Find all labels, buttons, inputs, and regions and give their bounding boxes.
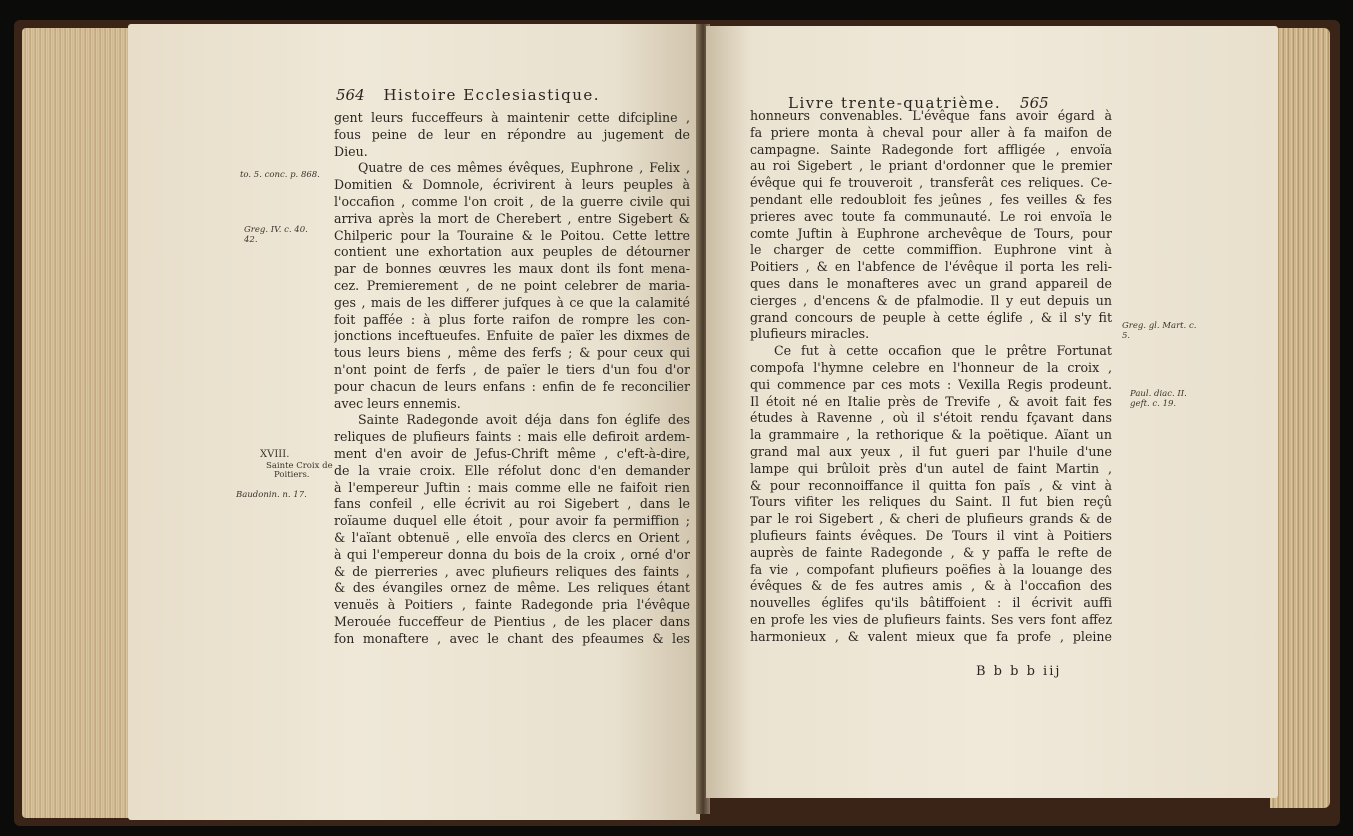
text-line: Il étoit né en Italie près de Trevife , & avoit fait fes: [750, 393, 1112, 409]
text-line: par de bonnes œuvres les maux dont ils font mena-: [334, 261, 690, 277]
text-line: pendant elle redoubloit fes jeûnes , fes veilles & fes: [750, 191, 1112, 207]
text-line: à l'empereur Juftin : mais comme elle ne faifoit rien: [334, 479, 690, 495]
text-line: Merouée fucceffeur de Pientius , de les placer dans: [334, 613, 690, 629]
text-line: & pour reconnoiffance il quitta fon païs , & vint à: [750, 477, 1112, 493]
text-line: venuës à Poitiers , fainte Radegonde pria l'évêque: [334, 597, 690, 613]
right-page: [706, 26, 1278, 798]
text-line: & des évangiles ornez de même. Les reliques étant: [334, 580, 690, 596]
text-line: grand concours de peuple à cette églife , & il s'y fit: [750, 309, 1112, 325]
text-line: par le roi Sigebert , & cheri de plufieurs grands & de: [750, 511, 1112, 527]
text-line: au roi Sigebert , le priant d'ordonner que le premier: [750, 158, 1112, 174]
margin-note: Greg. IV. c. 40.: [244, 225, 308, 235]
text-line: plufieurs miracles.: [750, 326, 870, 342]
right-page-number: 565: [1020, 94, 1049, 112]
text-line: Chilperic pour la Touraine & le Poitou. Cette lettre: [334, 227, 690, 243]
text-line: fa vie , compofant plufieurs poëfies à la louange des: [750, 561, 1112, 577]
text-line: études à Ravenne , où il s'étoit rendu fçavant dans: [750, 410, 1112, 426]
margin-note: Baudonin. n. 17.: [236, 490, 307, 500]
text-line: avec leurs ennemis.: [334, 395, 461, 411]
text-line: roïaume duquel elle étoit , pour avoir fa permiffion ;: [334, 513, 690, 529]
text-line: ges , mais de les differer jufques à ce que la calamité: [334, 294, 690, 310]
text-line: fans confeil , elle écrivit au roi Sigebert , dans le: [334, 496, 690, 512]
page-edges-right: [1270, 28, 1330, 808]
margin-note: 5.: [1122, 331, 1131, 341]
text-line: évêques & de fes autres amis , & à l'occafion des: [750, 578, 1112, 594]
text-line: Ce fut à cette occafion que le prêtre Fortunat: [774, 343, 1112, 359]
text-line: arriva après la mort de Cherebert , entre Sigebert &: [334, 210, 690, 226]
signature-mark: B b b b iij: [976, 664, 1062, 679]
margin-note: Paul. diac. II.: [1130, 389, 1187, 399]
text-line: compofa l'hymne celebre en l'honneur de la croix ,: [750, 359, 1112, 375]
text-line: plufieurs faints évêques. De Tours il vint à Poitiers: [750, 527, 1112, 543]
text-line: ment d'en avoir de Jefus-Chrift même , c'eft-à-dire,: [334, 445, 690, 461]
text-line: Sainte Radegonde avoit déja dans fon églife des: [358, 412, 690, 428]
left-page-number: 564: [336, 86, 365, 104]
text-line: comte Juftin à Euphrone archevêque de Tours, pour: [750, 225, 1112, 241]
text-line: la grammaire , la rethorique & la poëtique. Aïant un: [750, 427, 1112, 443]
text-line: pour chacun de leurs enfans : enfin de fe reconcilier: [334, 378, 690, 394]
text-line: & de pierreries , avec plufieurs reliques des faints ,: [334, 563, 690, 579]
margin-note: Poitiers.: [274, 470, 310, 480]
margin-note: to. 5. conc. p. 868.: [240, 170, 320, 180]
margin-note: 42.: [244, 235, 258, 245]
text-line: fa priere monta à cheval pour aller à fa maifon de: [750, 124, 1112, 140]
text-line: reliques de plufieurs faints : mais elle defiroit ardem-: [334, 429, 690, 445]
text-line: jonctions inceftueufes. Enfuite de païer les dixmes de: [334, 328, 690, 344]
text-line: & l'aïant obtenuë , elle envoïa des clercs en Orient ,: [334, 529, 690, 545]
text-line: nouvelles églifes qu'ils bâtiffoient : il écrivit auffi: [750, 595, 1112, 611]
left-body-text: [334, 110, 690, 648]
text-line: contient une exhortation aux peuples de détourner: [334, 244, 690, 260]
text-line: Domitien & Domnole, écrivirent à leurs peuples à: [334, 177, 690, 193]
text-line: Quatre de ces mêmes évêques, Euphrone , Felix ,: [358, 160, 690, 176]
text-line: à qui l'empereur donna du bois de la croix , orné d'or: [334, 546, 690, 562]
text-line: Dieu.: [334, 143, 368, 159]
text-line: auprès de fainte Radegonde , & y paffa le refte de: [750, 544, 1112, 560]
text-line: ques dans le monafteres avec un grand appareil de: [750, 275, 1112, 291]
text-line: fon monaftere , avec le chant des pfeaumes & les: [334, 630, 690, 646]
text-line: de la vraie croix. Elle réfolut donc d'en demander: [334, 462, 690, 478]
text-line: grand mal aux yeux , il fut gueri par l'huile d'une: [750, 443, 1112, 459]
right-running-title: Livre trente-quatrième.: [788, 94, 1002, 112]
margin-note: Sainte Croix de: [266, 461, 333, 471]
left-running-title: Histoire Ecclesiastique.: [383, 86, 600, 104]
margin-note-section-number: XVIII.: [260, 449, 290, 460]
text-line: l'occafion , comme l'on croit , de la guerre civile qui: [334, 193, 690, 209]
text-line: Poitiers , & en l'abfence de l'évêque il porta les reli-: [750, 259, 1112, 275]
text-line: n'ont point de ferfs , de païer le tiers d'un fou d'or: [334, 361, 690, 377]
page-edges-left: [22, 28, 142, 818]
text-line: lampe qui brûloit près d'un autel de faint Martin ,: [750, 460, 1112, 476]
margin-note: Greg. gl. Mart. c.: [1122, 321, 1197, 331]
text-line: foit paffée : à plus forte raifon de rompre les con-: [334, 311, 690, 327]
text-line: cierges , d'encens & de pfalmodie. Il y eut depuis un: [750, 292, 1112, 308]
left-running-head: [336, 86, 600, 104]
right-body-text: [750, 108, 1112, 646]
margin-note: geft. c. 19.: [1130, 399, 1177, 409]
text-line: cez. Premierement , de ne point celebrer de maria-: [334, 277, 690, 293]
text-line: Tours vifiter les reliques du Saint. Il fut bien reçû: [750, 494, 1112, 510]
text-line: le charger de cette commiffion. Euphrone vint à: [750, 242, 1112, 258]
text-line: gent leurs fucceffeurs à maintenir cette difcipline ,: [334, 110, 690, 125]
text-line: tous leurs biens , même des ferfs ; & pour ceux qui: [334, 345, 690, 361]
text-line: fous peine de leur en répondre au jugement de: [334, 126, 690, 142]
left-page: [128, 24, 700, 820]
text-line: campagne. Sainte Radegonde fort affligée , envoïa: [750, 141, 1112, 157]
text-line: évêque qui fe trouveroit , transferât ces reliques. Ce-: [750, 175, 1112, 191]
text-line: harmonieux , & valent mieux que fa profe , pleine: [750, 628, 1112, 644]
text-line: prieres avec toute fa communauté. Le roi envoïa le: [750, 208, 1112, 224]
text-line: en profe les vies de plufieurs faints. Ses vers font affez: [750, 611, 1112, 627]
text-line: honneurs convenables. L'évêque fans avoir égard à: [750, 108, 1112, 123]
text-line: qui commence par ces mots : Vexilla Regis prodeunt.: [750, 376, 1112, 392]
